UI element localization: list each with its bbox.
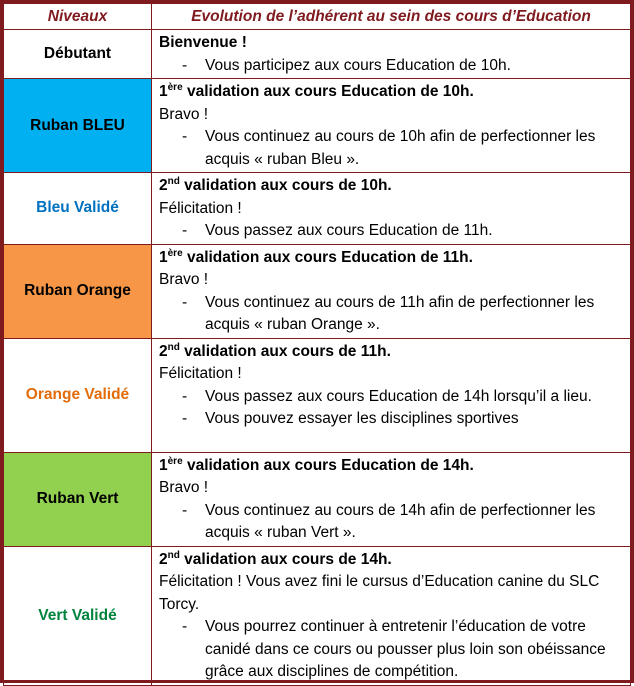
row-title: 2nd validation aux cours de 14h. bbox=[159, 549, 392, 568]
level-vert-valide: Vert Validé bbox=[4, 546, 152, 685]
list-item: - Vous passez aux cours Education de 11h. bbox=[159, 220, 624, 243]
row-subtitle: Bravo ! bbox=[159, 479, 209, 496]
description-bleu-valide bbox=[152, 173, 631, 245]
level-ruban-bleu: Ruban BLEU bbox=[4, 79, 152, 173]
description-ruban-vert bbox=[152, 452, 631, 546]
list-item: - Vous pourrez continuer à entretenir l’éducation de votre canidé dans ce cours ou pousser plus loin son obéissance grâce aux disciplines de compétition. bbox=[159, 616, 624, 684]
level-debutant: Débutant bbox=[4, 30, 152, 79]
description-orange-valide bbox=[152, 338, 631, 452]
table-row-ruban-bleu bbox=[4, 79, 631, 173]
table-row-ruban-orange bbox=[4, 244, 631, 338]
level-orange-valide: Orange Validé bbox=[4, 338, 152, 452]
description-vert-valide bbox=[152, 546, 631, 685]
table-row-bleu-valide bbox=[4, 173, 631, 245]
table-row-vert-valide bbox=[4, 546, 631, 685]
list-item: - Vous passez aux cours Education de 14h lorsqu’il a lieu. bbox=[159, 386, 624, 409]
table-row-debutant bbox=[4, 30, 631, 79]
list-item: - Vous participez aux cours Education de 10h. bbox=[159, 55, 624, 78]
level-bleu-valide: Bleu Validé bbox=[4, 173, 152, 245]
row-subtitle: Félicitation ! bbox=[159, 365, 242, 382]
bullet-list bbox=[159, 500, 624, 545]
bullet-list bbox=[159, 55, 624, 78]
table-header-row bbox=[4, 4, 631, 30]
list-item: - Vous continuez au cours de 11h afin de perfectionner les acquis « ruban Orange ». bbox=[159, 292, 624, 337]
table-row-orange-valide bbox=[4, 338, 631, 452]
row-title: 2nd validation aux cours de 11h. bbox=[159, 341, 391, 360]
list-item: - Vous continuez au cours de 14h afin de perfectionner les acquis « ruban Vert ». bbox=[159, 500, 624, 545]
row-title: 2nd validation aux cours de 10h. bbox=[159, 175, 392, 194]
row-title: Bienvenue ! bbox=[159, 34, 247, 51]
row-subtitle: Félicitation ! bbox=[159, 199, 242, 217]
description-debutant bbox=[152, 30, 631, 79]
description-ruban-bleu bbox=[152, 79, 631, 173]
row-subtitle: Bravo ! bbox=[159, 105, 209, 123]
header-evolution: Evolution de l’adhérent au sein des cours d’Education bbox=[152, 4, 631, 30]
bullet-list bbox=[159, 292, 624, 337]
level-ruban-vert: Ruban Vert bbox=[4, 452, 152, 546]
row-title: 1ère validation aux cours Education de 14h. bbox=[159, 455, 474, 474]
list-item: - Vous continuez au cours de 10h afin de perfectionner les acquis « ruban Bleu ». bbox=[159, 126, 624, 171]
row-subtitle: Bravo ! bbox=[159, 271, 209, 288]
row-subtitle: Félicitation ! Vous avez fini le cursus d’Education canine du SLC Torcy. bbox=[159, 573, 600, 613]
row-title: 1ère validation aux cours Education de 10h. bbox=[159, 81, 474, 100]
row-title: 1ère validation aux cours Education de 11h. bbox=[159, 247, 473, 266]
list-item: - Vous pouvez essayer les disciplines sportives bbox=[159, 408, 624, 431]
header-niveaux: Niveaux bbox=[4, 4, 152, 30]
bullet-list bbox=[159, 220, 624, 243]
description-ruban-orange bbox=[152, 244, 631, 338]
bullet-list bbox=[159, 386, 624, 431]
education-levels-table bbox=[3, 3, 631, 686]
table-row-ruban-vert bbox=[4, 452, 631, 546]
level-ruban-orange: Ruban Orange bbox=[4, 244, 152, 338]
bullet-list bbox=[159, 616, 624, 684]
bullet-list bbox=[159, 126, 624, 171]
